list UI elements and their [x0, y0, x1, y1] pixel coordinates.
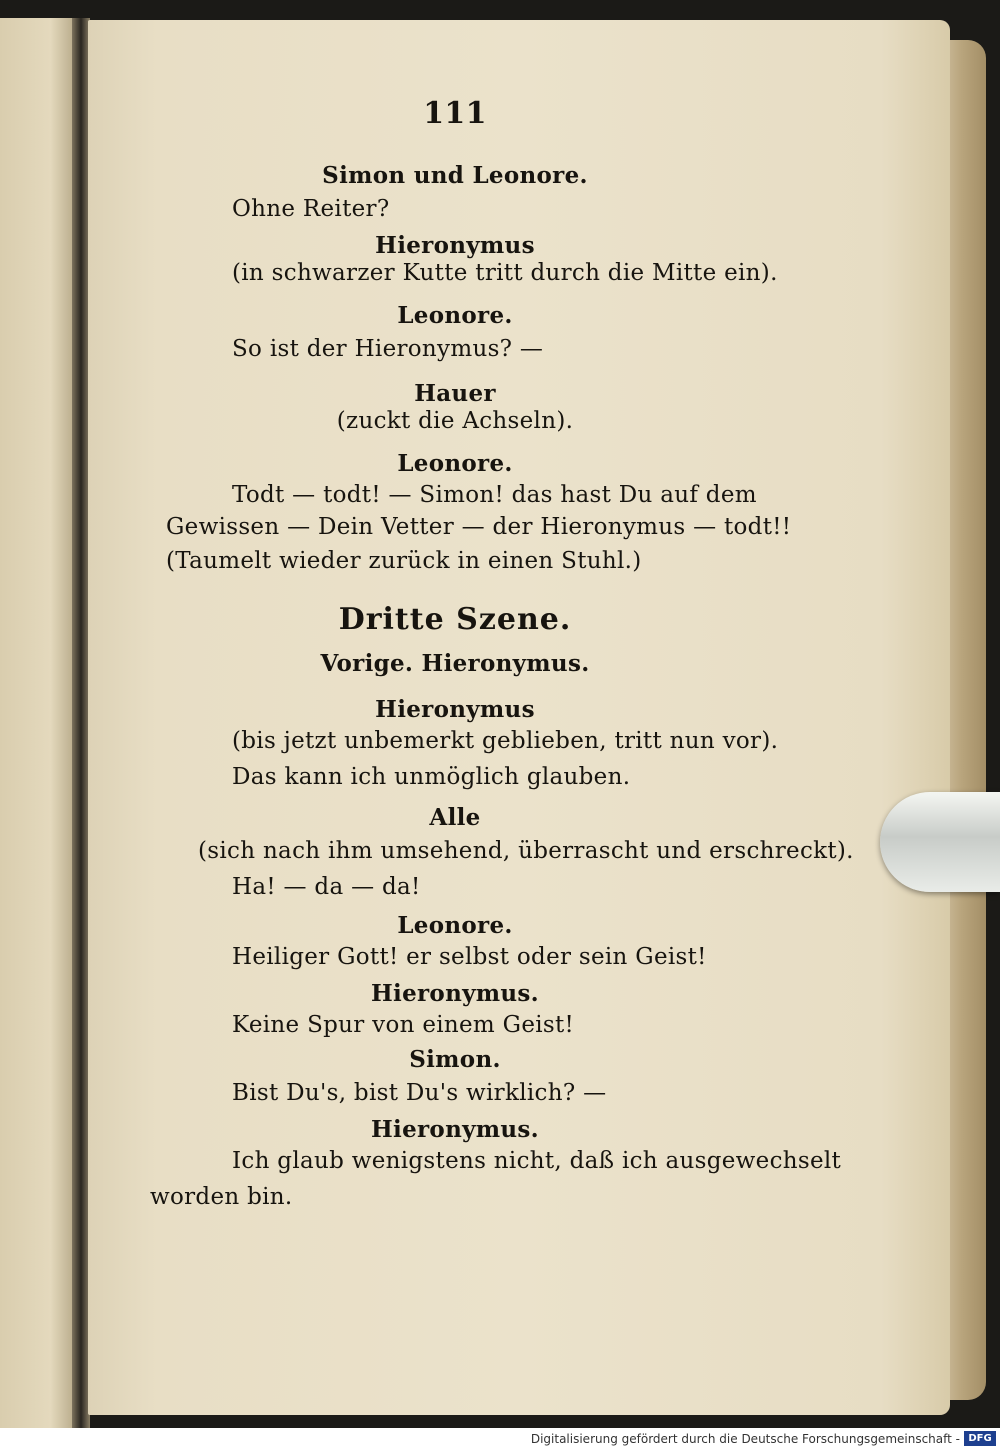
- stage-direction: (bis jetzt unbemerkt geblieben, tritt nun vor).: [232, 728, 779, 754]
- dialogue-line: Heiliger Gott! er selbst oder sein Geist!: [232, 944, 707, 970]
- speaker-line: Simon und Leonore.: [322, 162, 588, 189]
- dialogue-line: Keine Spur von einem Geist!: [232, 1012, 575, 1038]
- dialogue-line: Ha! — da — da!: [232, 874, 421, 900]
- speaker-line: Hieronymus: [375, 696, 535, 723]
- page-clip: [880, 792, 1000, 892]
- stage-direction: (sich nach ihm umsehend, überrascht und erschreckt).: [198, 838, 854, 864]
- dialogue-line: worden bin.: [150, 1184, 293, 1210]
- speaker-line: Hieronymus.: [371, 1116, 539, 1143]
- dialogue-line: Gewissen — Dein Vetter — der Hieronymus — todt!!: [166, 514, 792, 540]
- page-stack-edge: [946, 40, 986, 1400]
- footer-credit: Digitalisierung gefördert durch die Deutsche Forschungsgemeinschaft -: [530, 1432, 960, 1446]
- speaker-line: Leonore.: [397, 912, 513, 939]
- scene-heading: Dritte Szene.: [338, 602, 572, 637]
- speaker-line: Alle: [429, 804, 481, 831]
- dialogue-line: Bist Du's, bist Du's wirklich? —: [232, 1080, 607, 1106]
- digitization-footer: [0, 1428, 1000, 1450]
- speaker-line: Simon.: [409, 1046, 501, 1073]
- stage-direction: (in schwarzer Kutte tritt durch die Mitte ein).: [232, 260, 778, 286]
- left-page-edge: [0, 18, 72, 1430]
- speaker-line: Hauer: [414, 380, 496, 407]
- stage-direction: (Taumelt wieder zurück in einen Stuhl.): [166, 548, 642, 574]
- stage-direction: (zuckt die Achseln).: [336, 408, 574, 434]
- page-number: 111: [423, 96, 487, 131]
- dialogue-line: Ich glaub wenigstens nicht, daß ich ausgewechselt: [232, 1148, 842, 1174]
- speaker-line: Leonore.: [397, 302, 513, 329]
- dialogue-line: Todt — todt! — Simon! das hast Du auf dem: [232, 482, 757, 508]
- dfg-logo: DFG: [964, 1431, 996, 1446]
- scene-cast: Vorige. Hieronymus.: [320, 650, 590, 677]
- dialogue-line: Das kann ich unmöglich glauben.: [232, 764, 631, 790]
- speaker-line: Leonore.: [397, 450, 513, 477]
- dialogue-line: So ist der Hieronymus? —: [232, 336, 544, 362]
- speaker-line: Hieronymus.: [371, 980, 539, 1007]
- speaker-line: Hieronymus: [375, 232, 535, 259]
- dialogue-line: Ohne Reiter?: [232, 196, 390, 222]
